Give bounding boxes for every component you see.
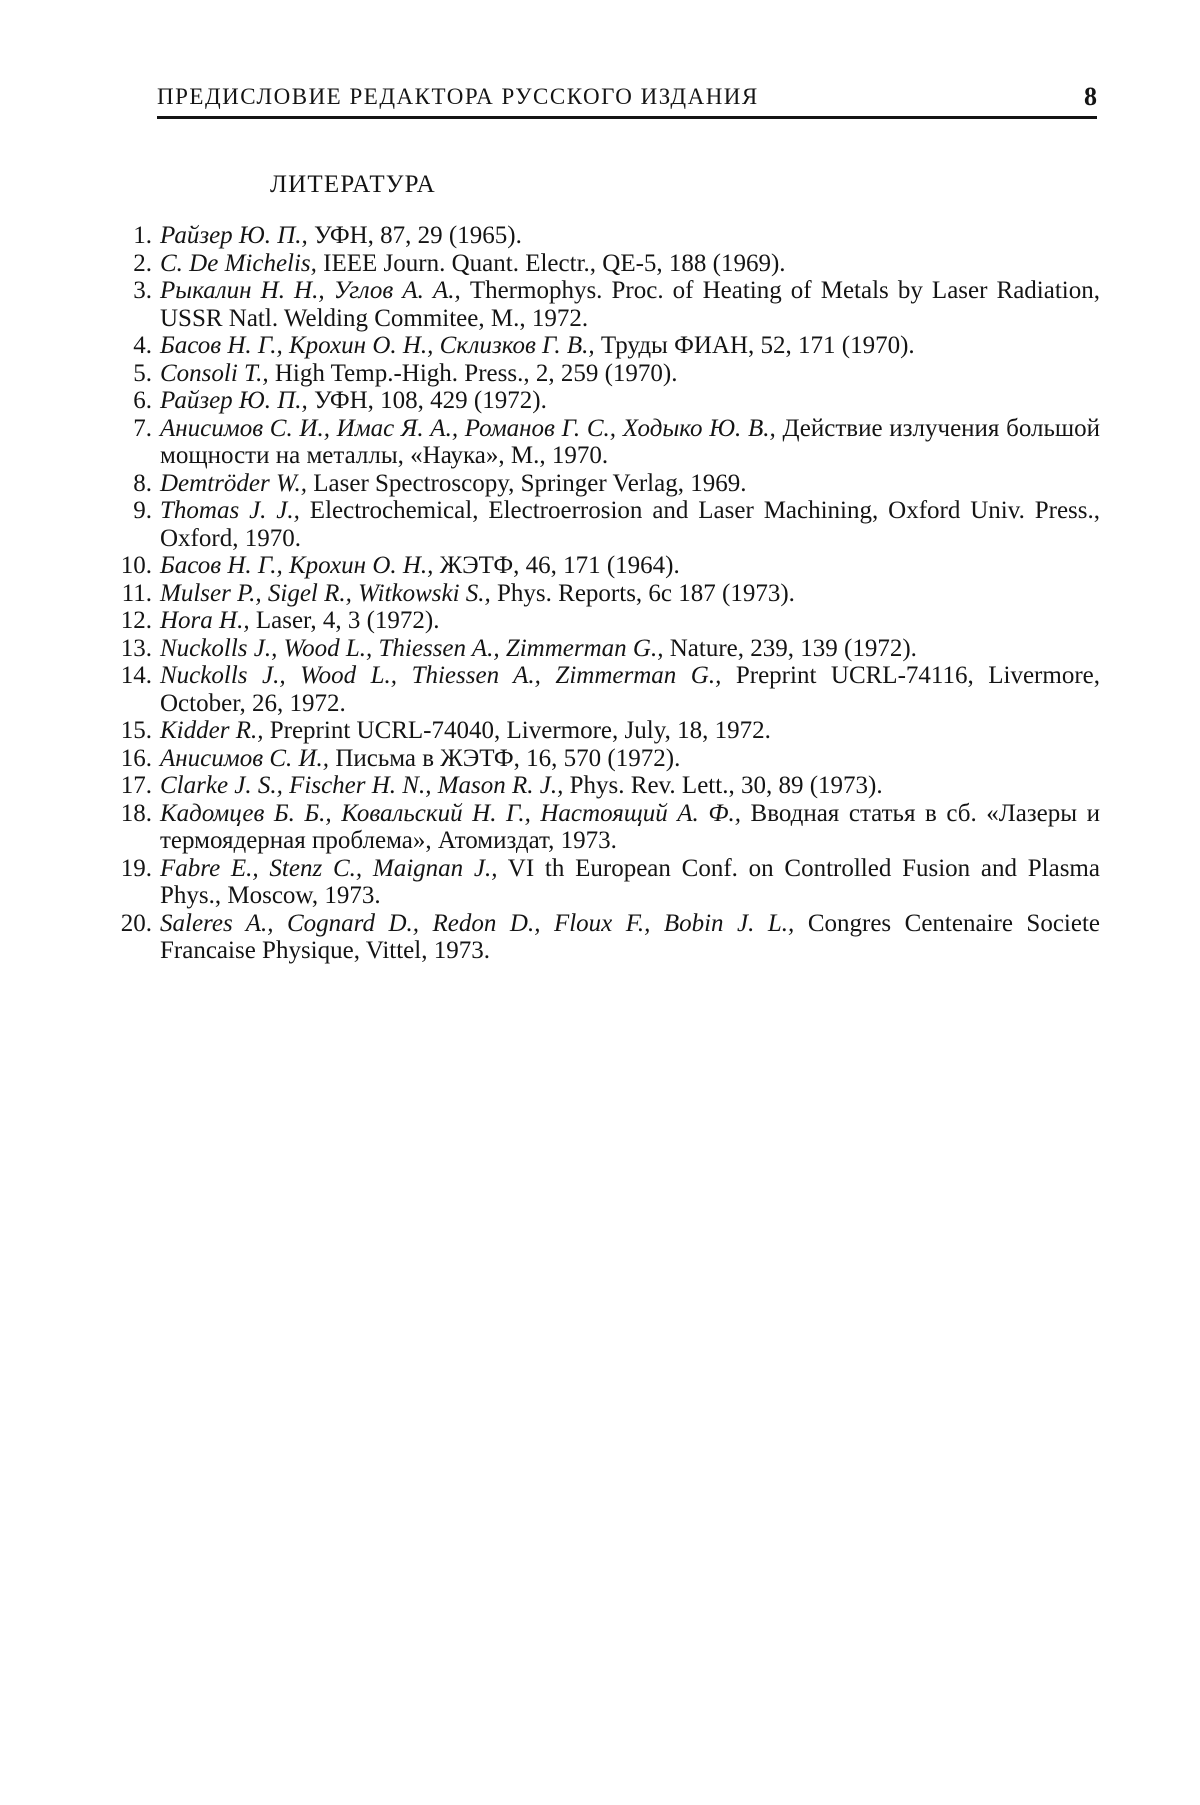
reference-number: 14. [120, 662, 152, 689]
reference-number: 1. [133, 222, 152, 249]
reference-authors: Райзер Ю. П., [160, 387, 308, 414]
reference-number: 15. [120, 717, 152, 744]
reference-item [116, 580, 1100, 608]
reference-authors: Demtröder W., [160, 469, 307, 497]
reference-number: 16. [120, 744, 152, 772]
reference-authors: Кадомцев Б. Б., Ковальский Н. Г., Настоящий А. Ф., [160, 799, 741, 827]
reference-item [116, 607, 1100, 635]
reference-number: 17. [120, 772, 152, 799]
reference-authors: Consoli T., [160, 359, 269, 387]
reference-text: Preprint UCRL-74116, Livermore, October, 26, 1972. [160, 662, 1100, 717]
reference-text: IEEE Journ. Quant. Electr., QE-5, 188 (1969). [323, 249, 786, 277]
reference-item [116, 497, 1100, 552]
reference-text: Laser, 4, 3 (1972). [255, 607, 440, 634]
reference-text: Труды ФИАН, 52, 171 (1970). [600, 332, 915, 359]
reference-list [116, 222, 1100, 965]
reference-number: 7. [133, 414, 152, 442]
reference-item [116, 387, 1100, 415]
reference-number: 6. [133, 387, 152, 414]
section-title: ЛИТЕРАТУРА [270, 171, 436, 198]
reference-text: High Temp.-High. Press., 2, 259 (1970). [274, 359, 678, 387]
reference-authors: Nuckolls J., Wood L., Thiessen A., Zimmerman G., [160, 634, 664, 662]
reference-authors: Hora H., [160, 607, 250, 634]
reference-authors: Mulser P., Sigel R., Witkowski S., [160, 579, 491, 607]
reference-number: 20. [120, 909, 152, 937]
reference-number: 3. [133, 277, 152, 304]
reference-text: Thermophys. Proc. of Heating of Metals by Laser Radiation, USSR Natl. Welding Commitee, M., 1972. [160, 277, 1100, 332]
reference-number: 19. [120, 854, 152, 882]
reference-item [116, 745, 1100, 773]
reference-number: 4. [133, 332, 152, 359]
reference-number: 5. [133, 359, 152, 387]
reference-text: Electrochemical, Electroerrosion and Laser Machining, Oxford Univ. Press., Oxford, 1970. [160, 497, 1101, 552]
reference-item [116, 662, 1100, 717]
reference-item [116, 332, 1100, 360]
reference-item [116, 717, 1100, 745]
reference-text: Вводная статья в сб. «Лазеры и термоядерная проблема», Атомиздат, 1973. [160, 799, 1100, 854]
running-title: ПРЕДИСЛОВИЕ РЕДАКТОРА РУССКОГО ИЗДАНИЯ [157, 84, 759, 109]
reference-authors: Nuckolls J., Wood L., Thiessen A., Zimmerman G., [160, 662, 722, 689]
reference-item [116, 772, 1100, 800]
reference-authors: Fabre E., Stenz C., Maignan J., [160, 854, 498, 882]
reference-authors: Анисимов С. И., [160, 744, 330, 772]
reference-number: 10. [120, 552, 152, 579]
reference-item [116, 635, 1100, 663]
reference-authors: Kidder R., [160, 717, 264, 744]
reference-item [116, 360, 1100, 388]
reference-authors: Saleres A., Cognard D., Redon D., Floux F., Bobin J. L., [160, 909, 795, 937]
reference-number: 11. [121, 579, 152, 607]
reference-text: Действие излучения большой мощности на металлы, «Наука», М., 1970. [160, 414, 1101, 469]
reference-item [116, 855, 1100, 910]
reference-item [116, 800, 1100, 855]
reference-item [116, 470, 1100, 498]
reference-text: VI th European Conf. on Controlled Fusion and Plasma Phys., Moscow, 1973. [160, 854, 1100, 909]
reference-number: 12. [120, 607, 152, 634]
reference-item [116, 222, 1100, 250]
header-rule [157, 116, 1097, 119]
reference-text: Preprint UCRL-74040, Livermore, July, 18, 1972. [269, 717, 771, 744]
reference-text: ЖЭТФ, 46, 171 (1964). [439, 552, 680, 579]
reference-item [116, 277, 1100, 332]
running-head [157, 82, 1097, 114]
reference-authors: Анисимов С. И., Имас Я. А., Романов Г. С., Ходыко Ю. В., [160, 414, 776, 442]
reference-authors: Басов Н. Г., Крохин О. Н., [160, 552, 434, 579]
reference-text: Письма в ЖЭТФ, 16, 570 (1972). [335, 744, 681, 772]
reference-authors: C. De Michelis, [160, 249, 317, 277]
reference-authors: Райзер Ю. П., [160, 222, 308, 249]
reference-text: Phys. Reports, 6c 187 (1973). [497, 579, 795, 607]
reference-item [116, 552, 1100, 580]
reference-number: 8. [133, 469, 152, 497]
reference-number: 9. [133, 497, 152, 524]
reference-authors: Clarke J. S., Fischer H. N., Mason R. J., [160, 772, 564, 799]
reference-text: Congres Centenaire Societe Francaise Physique, Vittel, 1973. [160, 909, 1101, 964]
page-number: 8 [1084, 82, 1097, 111]
reference-text: УФН, 108, 429 (1972). [314, 387, 547, 414]
reference-item [116, 250, 1100, 278]
reference-number: 13. [120, 634, 152, 662]
reference-text: Phys. Rev. Lett., 30, 89 (1973). [569, 772, 883, 799]
reference-number: 18. [120, 799, 152, 827]
reference-authors: Рыкалин Н. Н., Углов А. А., [160, 277, 461, 304]
reference-text: Laser Spectroscopy, Springer Verlag, 1969. [313, 469, 747, 497]
reference-text: УФН, 87, 29 (1965). [314, 222, 522, 249]
reference-text: Nature, 239, 139 (1972). [669, 634, 917, 662]
reference-item [116, 415, 1100, 470]
reference-authors: Thomas J. J., [160, 497, 300, 524]
reference-item [116, 910, 1100, 965]
reference-authors: Басов Н. Г., Крохин О. Н., Склизков Г. В., [160, 332, 595, 359]
reference-number: 2. [133, 249, 152, 277]
